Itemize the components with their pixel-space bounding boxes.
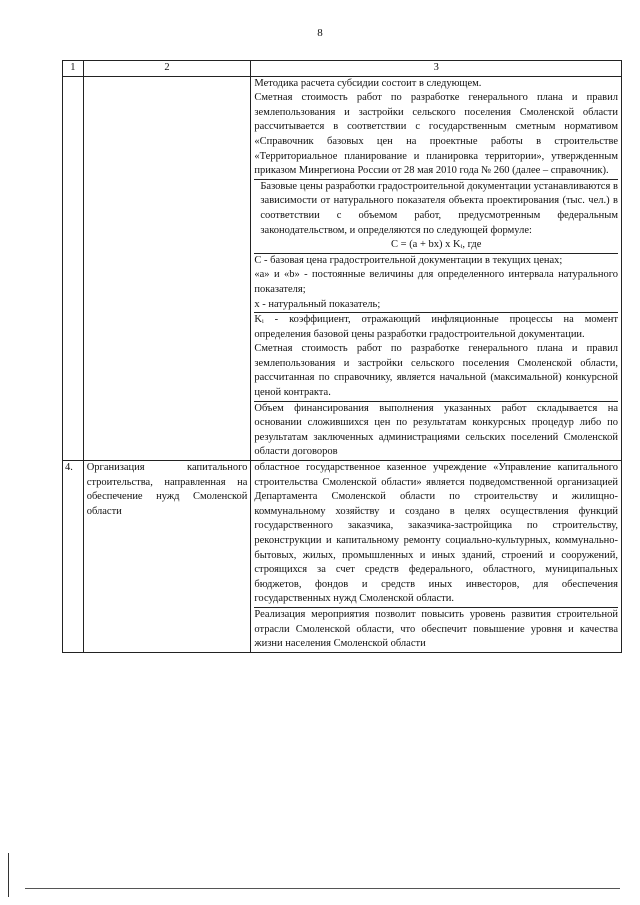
program-table [62, 60, 622, 653]
table-row-4 [63, 461, 622, 653]
measure-cell [83, 76, 251, 460]
table-row-continuation [63, 76, 622, 460]
column-header-3: 3 [251, 61, 622, 77]
margin-rule [8, 853, 9, 897]
bottom-rule [25, 888, 620, 889]
table-header-row [63, 61, 622, 77]
description-cell [251, 76, 622, 460]
paragraph-def-k: Kᵢ - коэффициент, отражающий инфляционные процессы на момент определения базовой цены разработки градостроительной документации. [254, 312, 618, 342]
paragraph-cost-basis: Сметная стоимость работ по разработке генерального плана и правил землепользования и застройки сельского поселения Смоленской области рассчитывается в соответствии с государственным сметным нормативом «Справочник базовых цен на проектные работы в строительстве «Территориальное планирование и планировка территории», утвержденным приказом Минрегиона России от 28 мая 2010 года № 260 (далее – справочник). [254, 92, 618, 177]
paragraph-funding-volume: Объем финансирования выполнения указанных работ складывается на основании сложившихся цен по результатам конкурсных процедур либо по результатам заключенных администрациями сельских поселений Смоленской области договоров [254, 401, 618, 460]
paragraph-method-intro: Методика расчета субсидии состоит в следующем. [254, 77, 482, 89]
paragraph-agency: областное государственное казенное учреждение «Управление капитального строительства Смоленской области» является подведомственной организацией Департамента Смоленской области по строительству и жилищно-коммунальному хозяйству и создано в целях осуществления функций государственного заказчика, заказчика-застройщика по строительству, реконструкции и капитальному ремонту социально-культурных, коммунально-бытовых, жилых, промышленных и иных зданий, строений и сооружений, строящихся за счет средств федерального, областного, муниципальных бюджетов, фондов и средств иных инвесторов, для обеспечения государственных нужд Смоленской области. [254, 462, 618, 605]
paragraph-def-ab: «a» и «b» - постоянные величины для определенного интервала натурального показателя; [254, 269, 618, 295]
measure-cell: Организация капитального строительства, направленная на обеспечение нужд Смоленской области [83, 461, 251, 653]
page-number: 8 [317, 27, 323, 39]
row-number-cell: 4. [63, 461, 84, 653]
column-header-2: 2 [83, 61, 251, 77]
paragraph-def-c: С - базовая цена градостроительной документации в текущих ценах; [254, 253, 618, 269]
row-number-cell [63, 76, 84, 460]
paragraph-def-x: x - натуральный показатель; [254, 298, 381, 310]
paragraph-base-prices: Базовые цены разработки градостроительной документации устанавливаются в зависимости от натурального показателя объекта проектирования (тыс. чел.) в соответствии с объемом работ, предусмотренным федеральным законодательством, и определяются по следующей формуле: [254, 179, 618, 238]
column-header-1: 1 [63, 61, 84, 77]
formula: С = (a + bx) x Kᵢ, где [391, 239, 482, 251]
paragraph-outcome: Реализация мероприятия позволит повысить уровень развития строительной отрасли Смоленской области, что обеспечит повышение уровня и качества жизни населения Смоленской области [254, 607, 618, 652]
description-cell [251, 461, 622, 653]
paragraph-estimated-cost: Сметная стоимость работ по разработке генерального плана и правил землепользования и застройки сельского поселения Смоленской области, рассчитанная по справочнику, является начальной (максимальной) конкурсной ценой контракта. [254, 343, 618, 399]
